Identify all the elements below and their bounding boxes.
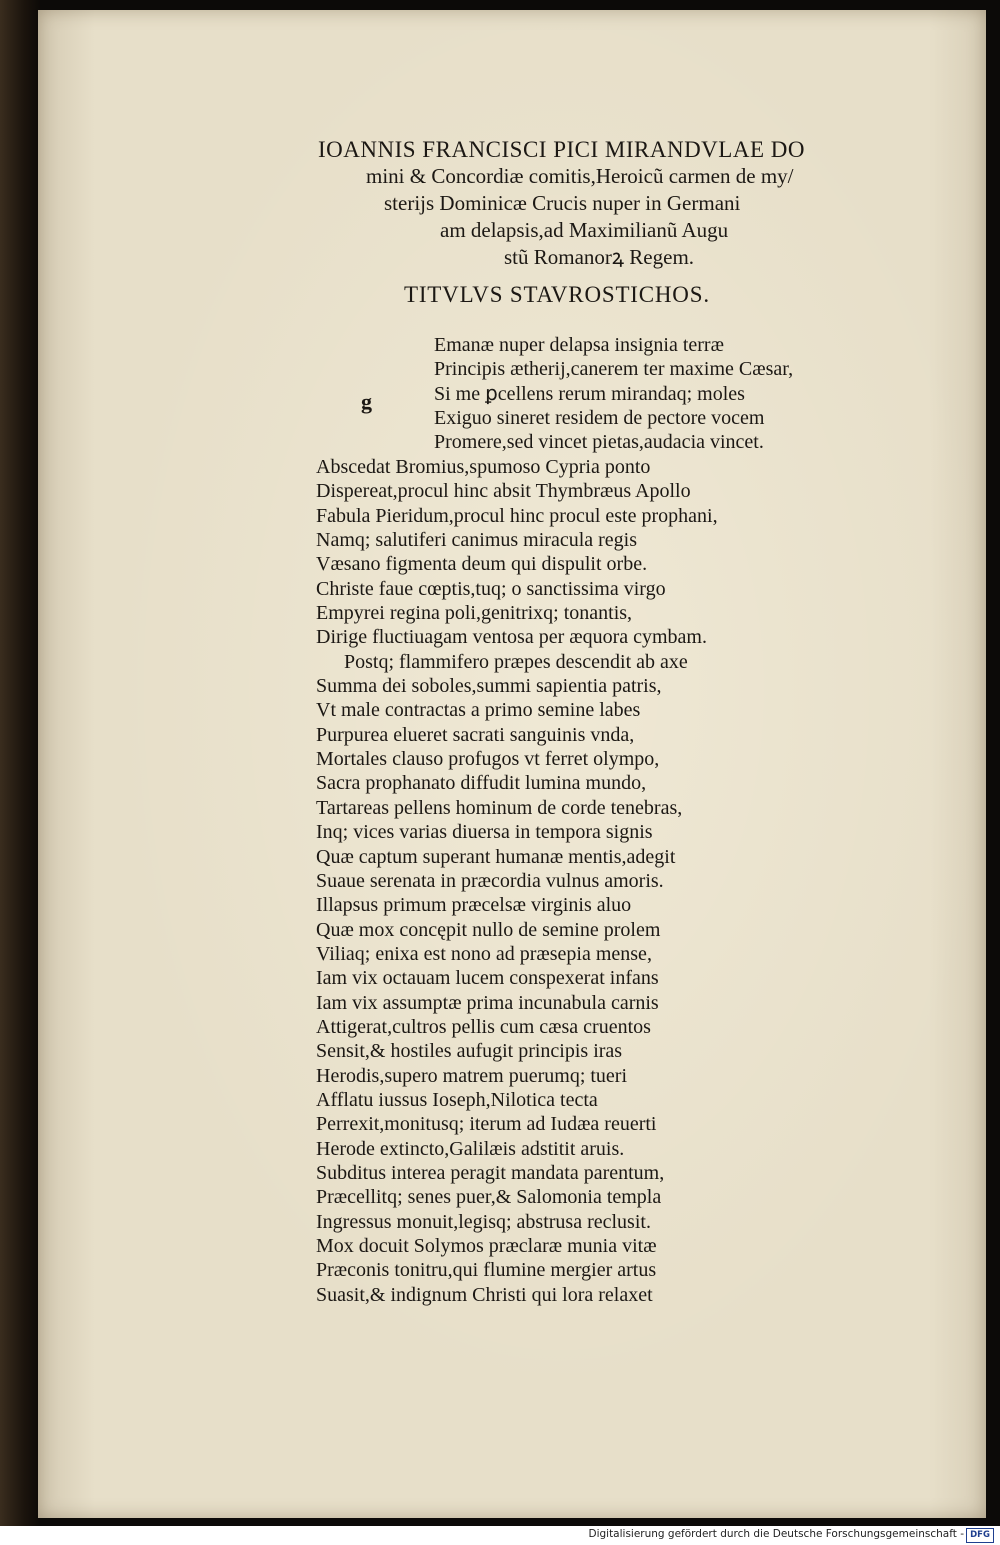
title-line-5: stũ Romanorꝝ Regem. bbox=[504, 245, 695, 269]
verse-line: Emanæ nuper delapsa insignia terræ bbox=[434, 334, 724, 356]
verse-line: Principis ætherij,canerem ter maxime Cæsar, bbox=[434, 358, 794, 381]
poem-intro bbox=[434, 333, 874, 455]
verse-line: Viliaq; enixa est nono ad præsepia mense, bbox=[316, 942, 652, 965]
verse-line: Abscedat Bromius,spumoso Cypria ponto bbox=[316, 456, 651, 478]
verse-line: Purpurea elueret sacrati sanguinis vnda, bbox=[316, 723, 635, 746]
title-line-3: sterijs Dominicæ Crucis nuper in Germani bbox=[384, 191, 741, 215]
verse-line: Herode extincto,Galilæis adstitit aruis. bbox=[316, 1137, 625, 1160]
section-title: TITVLVS STAVROSTICHOS. bbox=[404, 282, 710, 307]
verse-line: Empyrei regina poli,genitrixq; tonantis, bbox=[316, 602, 633, 625]
verse-line: Postq; flammifero præpes descendit ab axe bbox=[344, 650, 688, 673]
verse-line: Mox docuit Solymos præclaræ munia vitæ bbox=[316, 1235, 657, 1257]
verse-line: Sacra prophanato diffudit lumina mundo, bbox=[316, 772, 647, 795]
verse-line: Tartareas pellens hominum de corde tenebras, bbox=[316, 796, 683, 819]
verse-line: Quæ mox concępit nullo de semine prolem bbox=[316, 918, 661, 941]
verse-line: Summa dei soboles,summi sapientia patris, bbox=[316, 675, 662, 698]
verse-line: Quæ captum superant humanæ mentis,adegit bbox=[316, 845, 676, 868]
verse-line: Vt male contractas a primo semine labes bbox=[316, 699, 641, 722]
verse-line: Si me ꝑcellens rerum mirandaq; moles bbox=[434, 382, 745, 405]
verse-line: Illapsus primum præcelsæ virginis aluo bbox=[316, 894, 632, 917]
verse-line: Præcellitq; senes puer,& Salomonia templa bbox=[316, 1186, 662, 1209]
dfg-logo[interactable]: DFG bbox=[966, 1528, 994, 1543]
verse-line: Fabula Pieridum,procul hinc procul este prophani, bbox=[316, 504, 718, 527]
signature-mark: g bbox=[361, 389, 372, 414]
verse-line: Afflatu iussus Ioseph,Nilotica tecta bbox=[316, 1088, 598, 1111]
title-line-4: am delapsis,ad Maximilianũ Augu bbox=[440, 218, 729, 242]
verse-line: Sensit,& hostiles aufugit principis iras bbox=[316, 1040, 623, 1063]
verse-line: Herodis,supero matrem puerumq; tueri bbox=[316, 1064, 628, 1087]
verse-line: Subditus interea peragit mandata parentum, bbox=[316, 1161, 665, 1184]
title-line-1: IOANNIS FRANCISCI PICI MIRANDVLAE DO bbox=[318, 137, 805, 162]
verse-line: Dirige fluctiuagam ventosa per æquora cymbam. bbox=[316, 626, 707, 649]
verse-line: Inq; vices varias diuersa in tempora signis bbox=[316, 821, 653, 844]
title-block bbox=[290, 136, 890, 271]
verse-line: Exiguo sineret residem de pectore vocem bbox=[434, 407, 765, 430]
verse-line: Væsano figmenta deum qui dispulit orbe. bbox=[316, 553, 648, 576]
title-line-2: mini & Concordiæ comitis,Heroicũ carmen de my/ bbox=[366, 164, 794, 188]
verse-line: Mortales clauso profugos vt ferret olympo, bbox=[316, 748, 660, 771]
verse-line: Perrexit,monitusq; iterum ad Iudæa reuerti bbox=[316, 1113, 657, 1136]
verse-line: Suasit,& indignum Christi qui lora relaxet bbox=[316, 1283, 653, 1306]
verse-line: Iam vix assumptæ prima incunabula carnis bbox=[316, 991, 659, 1014]
funding-notice: Digitalisierung gefördert durch die Deutsche Forschungsgemeinschaft - bbox=[588, 1528, 964, 1540]
poem-body bbox=[316, 455, 876, 1307]
verse-line: Attigerat,cultros pellis cum cæsa cruentos bbox=[316, 1015, 651, 1038]
verse-line: Ingressus monuit,legisq; abstrusa reclusit. bbox=[316, 1210, 651, 1233]
verse-line: Iam vix octauam lucem conspexerat infans bbox=[316, 967, 659, 990]
verse-line: Christe faue cœptis,tuq; o sanctissima virgo bbox=[316, 577, 666, 600]
verse-line: Promere,sed vincet pietas,audacia vincet. bbox=[434, 431, 764, 454]
verse-line: Suaue serenata in præcordia vulnus amoris. bbox=[316, 869, 664, 892]
verse-line: Dispereat,procul hinc absit Thymbræus Apollo bbox=[316, 480, 691, 503]
verse-line: Namq; salutiferi canimus miracula regis bbox=[316, 529, 638, 552]
book-spine-edge bbox=[0, 0, 40, 1526]
verse-line: Præconis tonitru,qui flumine mergier artus bbox=[316, 1259, 657, 1282]
